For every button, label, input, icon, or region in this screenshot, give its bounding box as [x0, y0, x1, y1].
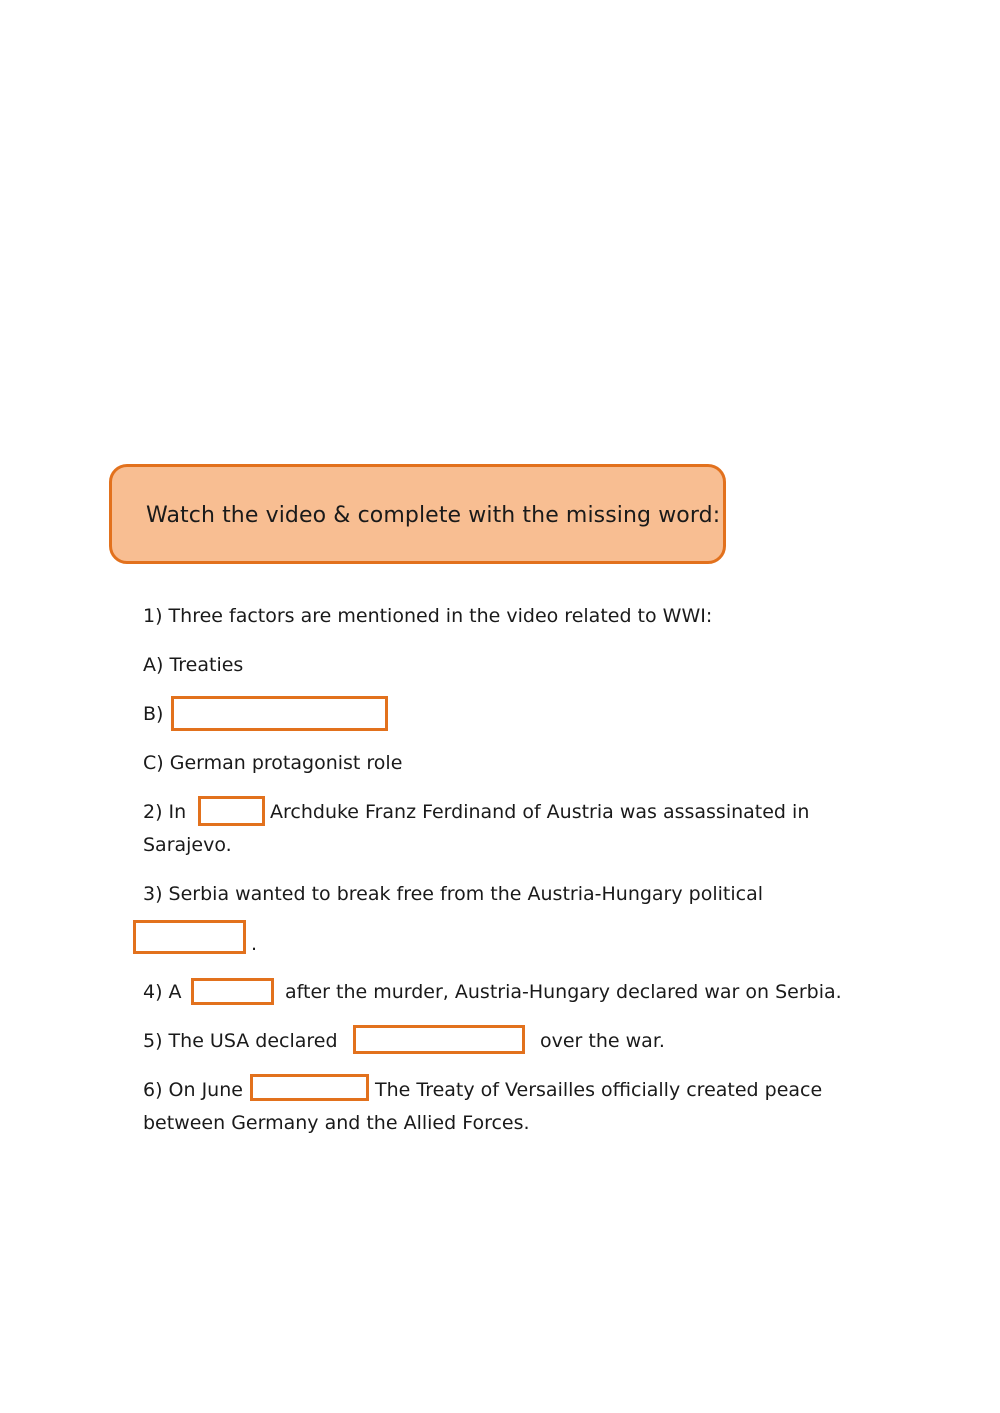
instruction-text: Watch the video & complete with the missing word: [146, 503, 721, 528]
question-4-prefix: 4) A [143, 981, 182, 1003]
question-5-prefix: 5) The USA declared [143, 1030, 338, 1052]
question-3-text: 3) Serbia wanted to break free from the Austria-Hungary political [143, 883, 763, 905]
question-2-answer-blank[interactable] [198, 796, 265, 826]
factor-a-text: A) Treaties [143, 654, 244, 676]
question-5-suffix: over the war. [540, 1030, 665, 1052]
question-2-continuation: Sarajevo. [143, 834, 232, 856]
question-6-answer-blank[interactable] [250, 1074, 369, 1101]
question-2-suffix: Archduke Franz Ferdinand of Austria was assassinated in [270, 801, 810, 823]
question-3-period: . [251, 933, 258, 955]
question-6-continuation: between Germany and the Allied Forces. [143, 1112, 530, 1134]
question-2-prefix: 2) In [143, 801, 187, 823]
instruction-banner [109, 464, 726, 564]
question-6-suffix: The Treaty of Versailles officially created peace [375, 1079, 823, 1101]
question-4-suffix: after the murder, Austria-Hungary declared war on Serbia. [285, 981, 842, 1003]
factor-b-answer-blank[interactable] [171, 696, 388, 731]
factor-c-text: C) German protagonist role [143, 752, 403, 774]
question-5-answer-blank[interactable] [353, 1025, 525, 1054]
question-1-text: 1) Three factors are mentioned in the video related to WWI: [143, 605, 713, 627]
factor-b-label: B) [143, 703, 164, 725]
question-3-answer-blank[interactable] [133, 920, 246, 954]
question-6-prefix: 6) On June [143, 1079, 243, 1101]
question-4-answer-blank[interactable] [191, 978, 274, 1005]
